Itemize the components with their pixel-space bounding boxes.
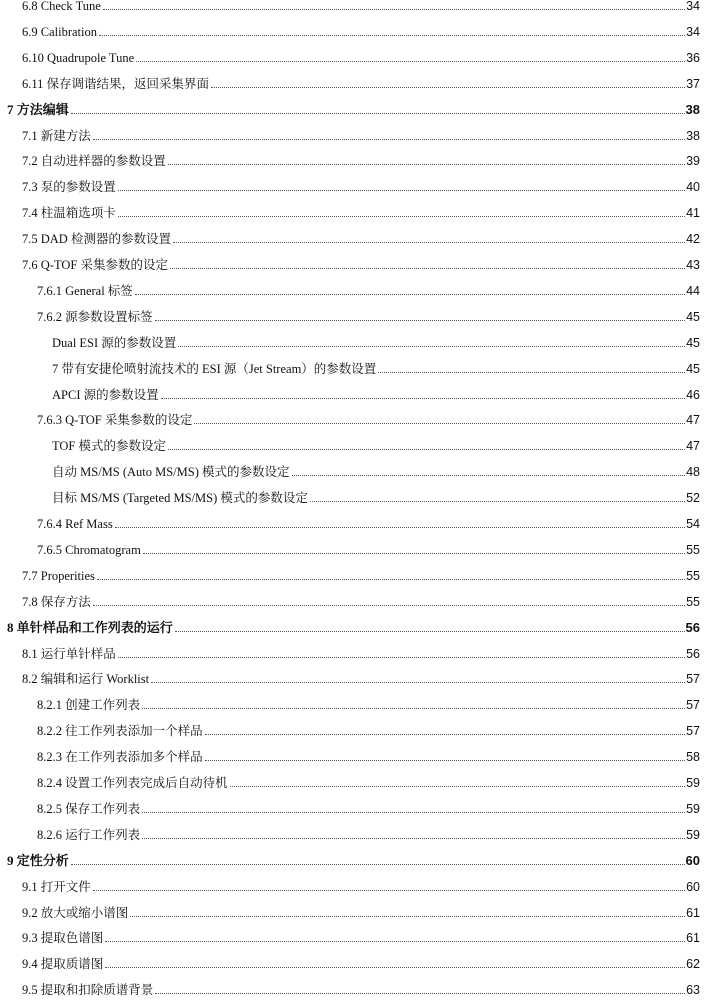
toc-page-number: 60 — [685, 852, 700, 868]
toc-page-number: 55 — [686, 542, 700, 557]
toc-entry-label: 7.5 DAD 检测器的参数设置 — [22, 232, 171, 247]
toc-page-number: 37 — [686, 76, 700, 91]
toc-entry[interactable] — [37, 692, 700, 712]
toc-entry-label: 7.8 保存方法 — [22, 594, 91, 609]
toc-entry[interactable] — [22, 174, 700, 194]
toc-entry-label: 9.2 放大或缩小谱图 — [22, 905, 129, 920]
dot-leader — [103, 8, 685, 10]
toc-entry[interactable] — [37, 744, 700, 764]
toc-entry[interactable] — [37, 537, 700, 557]
toc-entry[interactable] — [52, 433, 700, 453]
dot-leader — [118, 189, 685, 191]
toc-entry[interactable] — [22, 951, 700, 971]
dot-leader — [93, 138, 685, 140]
dot-leader — [93, 604, 685, 606]
toc-entry[interactable] — [22, 45, 700, 65]
toc-entry[interactable] — [7, 848, 700, 868]
toc-entry-label: 6.10 Quadrupole Tune — [22, 50, 135, 65]
dot-leader — [155, 992, 685, 994]
toc-entry[interactable] — [22, 0, 700, 13]
dot-leader — [292, 474, 686, 476]
dot-leader — [378, 371, 685, 373]
toc-entry-label: 7.2 自动进样器的参数设置 — [22, 154, 166, 169]
toc-page-number: 57 — [686, 698, 700, 713]
toc-page-number: 56 — [686, 646, 700, 661]
toc-entry[interactable] — [22, 200, 700, 220]
toc-entry-label: 8.2.1 创建工作列表 — [37, 698, 141, 713]
toc-entry[interactable] — [22, 900, 700, 920]
toc-entry[interactable] — [37, 796, 700, 816]
toc-entry[interactable] — [22, 123, 700, 143]
toc-entry-label: TOF 模式的参数设定 — [52, 439, 167, 454]
toc-entry-label: 7 方法编辑 — [7, 101, 69, 117]
toc-page-number: 44 — [686, 283, 700, 298]
toc-entry[interactable] — [37, 278, 700, 298]
toc-page-number: 40 — [686, 180, 700, 195]
dot-leader — [105, 940, 685, 942]
dot-leader — [136, 60, 685, 62]
toc-entry-label: 7.6.3 Q-TOF 采集参数的设定 — [37, 413, 193, 428]
toc-entry[interactable] — [22, 148, 700, 168]
dot-leader — [71, 112, 685, 114]
dot-leader — [142, 837, 685, 839]
toc-entry-label: 9.3 提取色谱图 — [22, 931, 104, 946]
toc-entry[interactable] — [37, 407, 700, 427]
toc-entry-label: 7.4 柱温箱选项卡 — [22, 206, 116, 221]
toc-entry[interactable] — [22, 226, 700, 246]
toc-entry[interactable] — [52, 356, 700, 376]
dot-leader — [173, 241, 685, 243]
toc-entry[interactable] — [7, 97, 700, 117]
toc-page-number: 59 — [686, 801, 700, 816]
toc-entry[interactable] — [37, 511, 700, 531]
dot-leader — [178, 345, 685, 347]
toc-entry-label: Dual ESI 源的参数设置 — [52, 335, 177, 350]
toc-entry-label: 8.2.4 设置工作列表完成后自动待机 — [37, 776, 228, 790]
toc-page-number: 57 — [686, 672, 700, 687]
dot-leader — [155, 319, 685, 321]
toc-page-number: 54 — [686, 517, 700, 531]
toc-page-number: 55 — [686, 594, 700, 609]
toc-entry-label: 9 定性分析 — [7, 852, 69, 868]
dot-leader — [99, 34, 685, 36]
toc-entry-label: 自动 MS/MS (Auto MS/MS) 模式的参数设定 — [52, 465, 290, 480]
dot-leader — [142, 811, 685, 813]
toc-page-number: 59 — [686, 776, 700, 790]
dot-leader — [168, 448, 685, 450]
dot-leader — [115, 526, 685, 528]
toc-page-number: 45 — [686, 335, 700, 350]
dot-leader — [143, 552, 685, 554]
toc-entry-label: 8.1 运行单针样品 — [22, 646, 116, 661]
toc-entry-label: 7.6.2 源参数设置标签 — [37, 309, 153, 324]
toc-entry-label: 8.2.3 在工作列表添加多个样品 — [37, 750, 203, 765]
toc-page-number: 34 — [686, 0, 700, 13]
toc-entry-label: APCI 源的参数设置 — [52, 387, 159, 402]
toc-entry-label: 6.8 Check Tune — [22, 0, 101, 13]
dot-leader — [118, 215, 685, 217]
toc-page-number: 48 — [686, 465, 700, 480]
toc-page-number: 60 — [686, 879, 700, 894]
toc-page-number: 59 — [686, 827, 700, 842]
toc-page-number: 57 — [686, 724, 700, 739]
dot-leader — [161, 397, 685, 399]
toc-page-number: 61 — [686, 931, 700, 946]
dot-leader — [151, 681, 685, 683]
toc-page-number: 61 — [686, 905, 700, 920]
dot-leader — [93, 889, 685, 891]
toc-page-number: 62 — [686, 957, 700, 972]
toc-entry-label: 8.2.6 运行工作列表 — [37, 827, 141, 842]
toc-entry[interactable] — [52, 459, 700, 479]
toc-entry-label: 6.9 Calibration — [22, 24, 97, 39]
toc-entry-label: 9.1 打开文件 — [22, 879, 91, 894]
dot-leader — [135, 293, 685, 295]
dot-leader — [205, 733, 685, 735]
dot-leader — [130, 915, 685, 917]
toc-entry[interactable] — [52, 485, 700, 505]
toc-entry[interactable] — [22, 252, 700, 272]
toc-entry-label: 8.2.5 保存工作列表 — [37, 801, 141, 816]
toc-entry-label: 7.6 Q-TOF 采集参数的设定 — [22, 258, 168, 272]
toc-entry-label: 目标 MS/MS (Targeted MS/MS) 模式的参数设定 — [52, 491, 308, 506]
toc-entry-label: 7 带有安捷伦喷射流技术的 ESI 源（Jet Stream）的参数设置 — [52, 361, 377, 376]
toc-entry[interactable] — [37, 822, 700, 842]
toc-entry[interactable] — [52, 382, 700, 402]
toc-entry[interactable] — [22, 641, 700, 661]
toc-page-number: 63 — [686, 983, 700, 998]
dot-leader — [310, 500, 685, 502]
toc-page-number: 36 — [686, 50, 700, 65]
toc-entry[interactable] — [22, 589, 700, 609]
toc-page-number: 45 — [686, 361, 700, 376]
toc-entry-label: 7.3 泵的参数设置 — [22, 180, 116, 195]
toc-page-number: 41 — [686, 206, 700, 221]
toc-entry-label: 8.2.2 往工作列表添加一个样品 — [37, 724, 203, 739]
toc-entry-label: 7.1 新建方法 — [22, 128, 91, 143]
toc-entry-label: 7.6.1 General 标签 — [37, 283, 133, 298]
dot-leader — [170, 267, 685, 269]
toc-entry[interactable] — [22, 977, 700, 997]
toc-entry[interactable] — [7, 615, 700, 635]
toc-entry[interactable] — [37, 304, 700, 324]
toc-page-number: 47 — [686, 413, 700, 428]
toc-page-number: 43 — [686, 258, 700, 272]
dot-leader — [168, 163, 685, 165]
toc-page-number: 55 — [686, 568, 700, 583]
toc-entry[interactable] — [22, 71, 700, 91]
dot-leader — [97, 578, 685, 580]
toc-entry-label: 8 单针样品和工作列表的运行 — [7, 619, 173, 635]
dot-leader — [142, 707, 685, 709]
toc-entry[interactable] — [22, 925, 700, 945]
toc-entry-label: 6.11 保存调谐结果，返回采集界面 — [22, 76, 210, 91]
toc-entry-label: 7.6.4 Ref Mass — [37, 517, 113, 531]
toc-page-number: 46 — [686, 387, 700, 402]
dot-leader — [211, 86, 685, 88]
toc-entry-label: 9.5 提取和扣除质谱背景 — [22, 983, 154, 998]
dot-leader — [118, 656, 685, 658]
toc-page-number: 34 — [686, 24, 700, 39]
toc-entry[interactable] — [22, 666, 700, 686]
toc-page-number: 47 — [686, 439, 700, 454]
toc-page-number: 39 — [686, 154, 700, 169]
toc-page-number: 45 — [686, 309, 700, 324]
toc-page-number: 56 — [685, 619, 700, 635]
toc-page-number: 42 — [686, 232, 700, 247]
toc-entry[interactable] — [22, 874, 700, 894]
toc-entry-label: 7.7 Properities — [22, 568, 95, 583]
toc-entry[interactable] — [37, 718, 700, 738]
toc-entry-label: 8.2 编辑和运行 Worklist — [22, 672, 150, 687]
dot-leader — [205, 759, 685, 761]
toc-entry-label: 7.6.5 Chromatogram — [37, 542, 141, 557]
toc-entry[interactable] — [52, 330, 700, 350]
toc-page-number: 52 — [686, 491, 700, 506]
toc-page-number: 38 — [685, 101, 700, 117]
dot-leader — [71, 863, 685, 865]
toc-entry[interactable] — [22, 563, 700, 583]
dot-leader — [194, 422, 685, 424]
dot-leader — [230, 785, 685, 787]
toc-entry[interactable] — [37, 770, 700, 790]
toc-page-number: 58 — [686, 750, 700, 765]
dot-leader — [175, 630, 685, 632]
toc-entry[interactable] — [22, 19, 700, 39]
dot-leader — [105, 966, 685, 968]
toc-entry-label: 9.4 提取质谱图 — [22, 957, 104, 972]
toc-page-number: 38 — [686, 128, 700, 143]
